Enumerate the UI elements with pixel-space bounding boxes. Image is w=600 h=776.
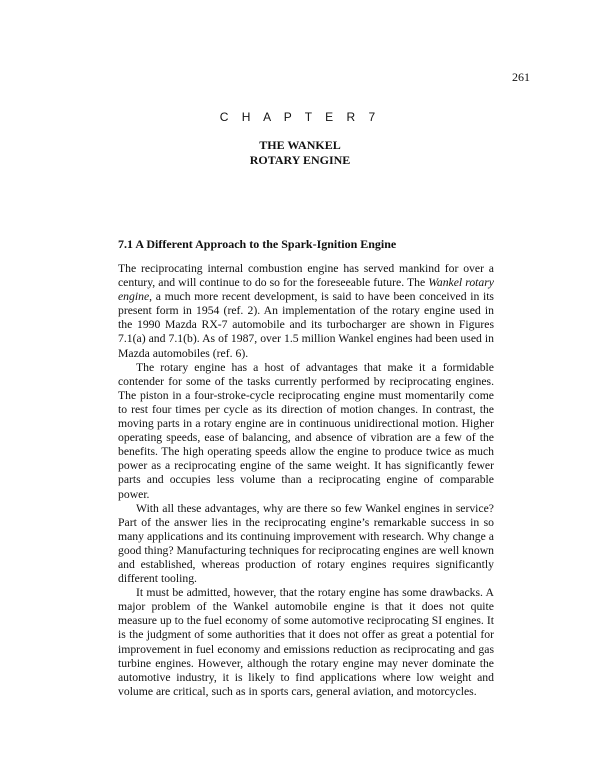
paragraph-2: The rotary engine has a host of advantages that make it a formidable contender for some of the tasks currently performed by reciprocating engines. The piston in a four-stroke-cycle reciprocating engine must momentarily come to rest four times per cycle as its direction of motion changes. In contrast, the moving parts in a rotary engine are in continuous unidirectional motion. Higher operating speeds, ease of balancing, and absence of vibration are a few of the benefits. The high operating speeds allow the engine to produce twice as much power as a reciprocating engine of the same weight. It has significantly fewer parts and occupies less volume than a reciprocating engine of comparable power. [118,360,494,501]
paragraph-4: It must be admitted, however, that the rotary engine has some drawbacks. A major problem of the Wankel automobile engine is that it does not quite measure up to the fuel economy of some automotive reciprocating SI engines. It is the judgment of some authorities that it does not offer as great a potential for improvement in fuel economy and emissions reduction as reciprocating and gas turbine engines. However, although the rotary engine may never dominate the automotive industry, it is likely to find applications where low weight and volume are critical, such as in sports cars, general aviation, and motorcycles. [118,586,494,698]
section-heading: 7.1 A Different Approach to the Spark-Ignition Engine [118,237,397,251]
paragraph-1-text-end: , a much more recent development, is said to have been conceived in its present form in 1954 (ref. 2). An implementation of the rotary engine used in the 1990 Mazda RX-7 automobile and its turbocharger are shown in Figures 7.1(a) and 7.1(b). As of 1987, over 1.5 million Wankel engines had been used in Mazda automobiles (ref. 6). [118,290,494,360]
page-number: 261 [512,70,530,84]
wankel-rotary-engine-term: Wankel rotary engine [118,276,494,304]
paragraph-3: With all these advantages, why are there so few Wankel engines in service? Part of the answer lies in the reciprocating engine’s remarkable success in so many applications and its continuing improvement with research. Why change a good thing? Manufacturing techniques for reciprocating engines are well known and established, whereas production of rotary engines requires significantly different tooling. [118,501,494,586]
chapter-title [0,138,600,168]
paragraph-1-text-start: The reciprocating internal combustion engine has served mankind for over a century, and will continue to do so for the foreseeable future. The [118,262,494,290]
paragraph-1 [118,262,494,361]
chapter-title-line-2: ROTARY ENGINE [249,153,351,167]
body-text [118,262,494,699]
chapter-title-line-1: THE WANKEL [259,138,341,152]
chapter-label: C H A P T E R 7 [219,110,381,124]
